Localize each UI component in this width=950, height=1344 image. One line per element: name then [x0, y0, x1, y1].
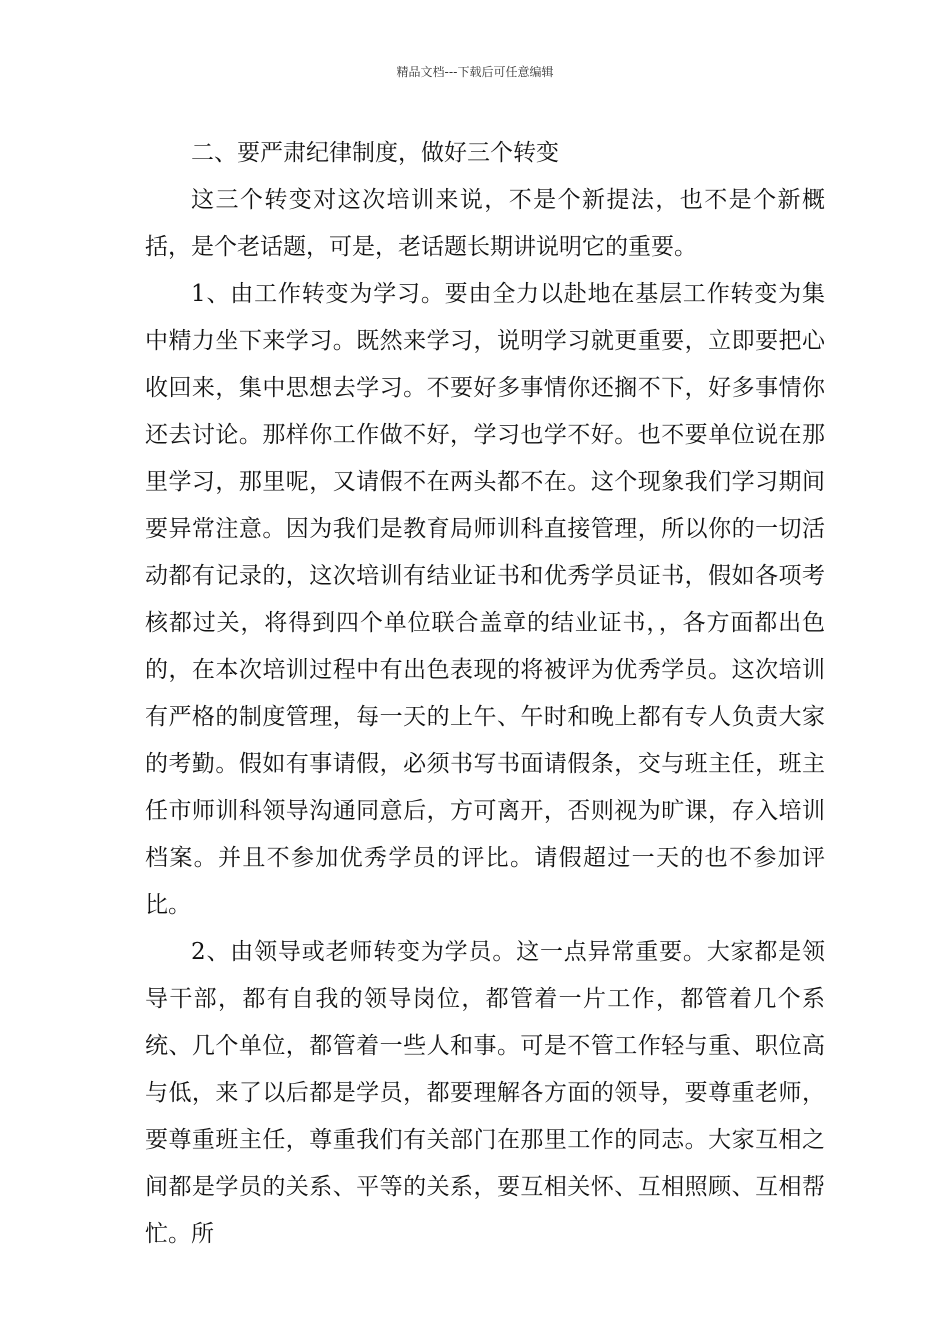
paragraph: 1、由工作转变为学习。要由全力以赴地在基层工作转变为集中精力坐下来学习。既然来学习，说明学习就更重要，立即要把心收回来，集中思想去学习。不要好多事情你还搁不下，好多事情你还去讨论。那样你工作做不好，学习也学不好。也不要单位说在那里学习，那里呢，又请假不在两头都不在。这个现象我们学习期间要异常注意。因为我们是教育局师训科直接管理，所以你的一切活动都有记录的，这次培训有结业证书和优秀学员证书，假如各项考核都过关，将得到四个单位联合盖章的结业证书，，各方面都出色的，在本次培训过程中有出色表现的将被评为优秀学员。这次培训有严格的制度管理，每一天的上午、午时和晚上都有专人负责大家的考勤。假如有事请假，必须书写书面请假条，交与班主任，班主任市师训科领导沟通同意后，方可离开，否则视为旷课，存入培训档案。并且不参加优秀学员的评比。请假超过一天的也不参加评比。 — [145, 281, 825, 918]
paragraph: 2、由领导或老师转变为学员。这一点异常重要。大家都是领导干部，都有自我的领导岗位，都管着一片工作，都管着几个系统、几个单位，都管着一些人和事。可是不管工作轻与重、职位高与低，来了以后都是学员，都要理解各方面的领导，要尊重老师，要尊重班主任，尊重我们有关部门在那里工作的同志。大家互相之间都是学员的关系、平等的关系，要互相关怀、互相照顾、互相帮忙。所 — [145, 939, 825, 1247]
paragraph: 这三个转变对这次培训来说，不是个新提法，也不是个新概括，是个老话题，可是，老话题长期讲说明它的重要。 — [145, 187, 825, 260]
section-heading: 二、要严肃纪律制度，做好三个转变 — [191, 140, 559, 166]
document-body — [145, 130, 825, 1258]
page-header: 精品文档---下载后可任意编辑 — [396, 65, 554, 79]
